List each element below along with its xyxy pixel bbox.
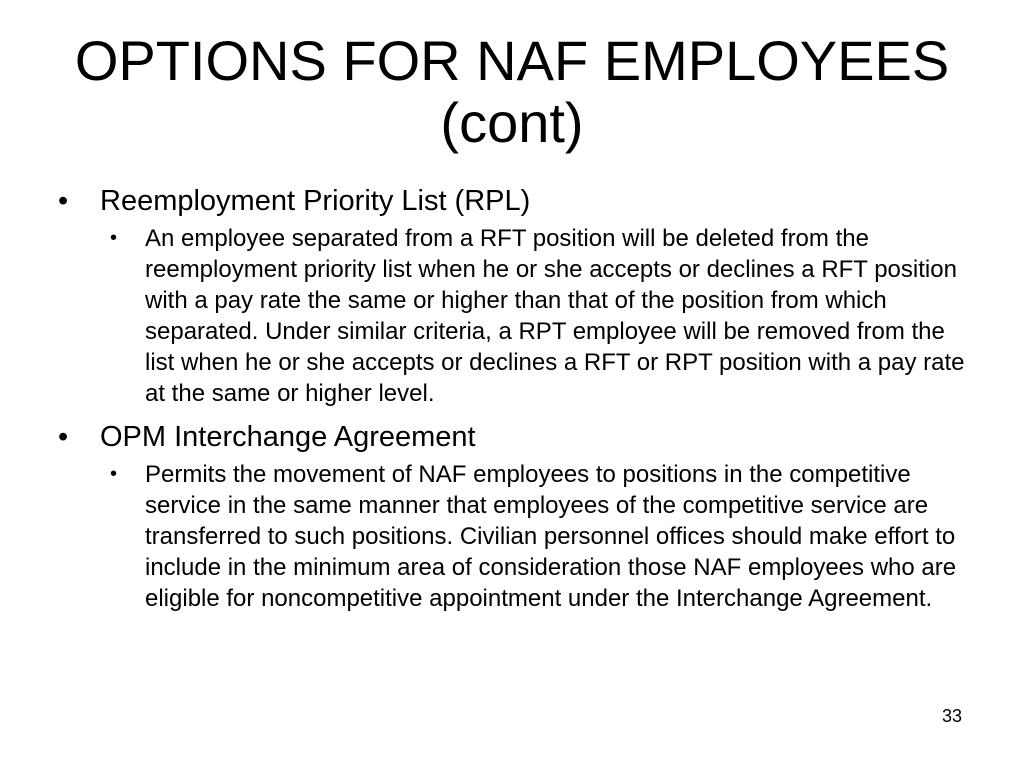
slide-content bbox=[58, 183, 978, 624]
bullet-opm-text: OPM Interchange Agreement bbox=[100, 421, 476, 453]
bullet-rpl-text: Reemployment Priority List (RPL) bbox=[100, 185, 531, 217]
bullet-opm bbox=[58, 419, 978, 455]
sub-bullet-rpl bbox=[110, 223, 965, 409]
sub-bullet-opm bbox=[110, 459, 965, 614]
slide-title-line-1: OPTIONS FOR NAF EMPLOYEES bbox=[74, 29, 950, 92]
page-number: 33 bbox=[941, 706, 962, 726]
sub-bullet-opm-text: Permits the movement of NAF employees to positions in the competitive service in the same manner that employees of the competitive service are transferred to such positions. Civilian personnel offices should make effort to include in the minimum area of consideration those NAF employees who are eligible for noncompetitive appointment under the Interchange Agreement. bbox=[145, 461, 957, 612]
sub-bullet-dot-icon: • bbox=[110, 463, 118, 485]
bullet-rpl bbox=[58, 183, 978, 219]
sub-bullet-dot-icon: • bbox=[110, 227, 118, 249]
slide-title-line-2: (cont) bbox=[440, 91, 584, 154]
bullet-dot-icon: • bbox=[58, 185, 69, 217]
bullet-dot-icon: • bbox=[58, 421, 69, 453]
slide-title bbox=[40, 30, 984, 154]
sub-bullet-rpl-text: An employee separated from a RFT position will be deleted from the reemployment priority list when he or she accepts or declines a RFT position with a pay rate the same or higher than that of the position from which separated. Under similar criteria, a RPT employee will be removed from the list when he or she accepts or declines a RFT or RPT position with a pay rate at the same or higher level. bbox=[145, 225, 965, 407]
